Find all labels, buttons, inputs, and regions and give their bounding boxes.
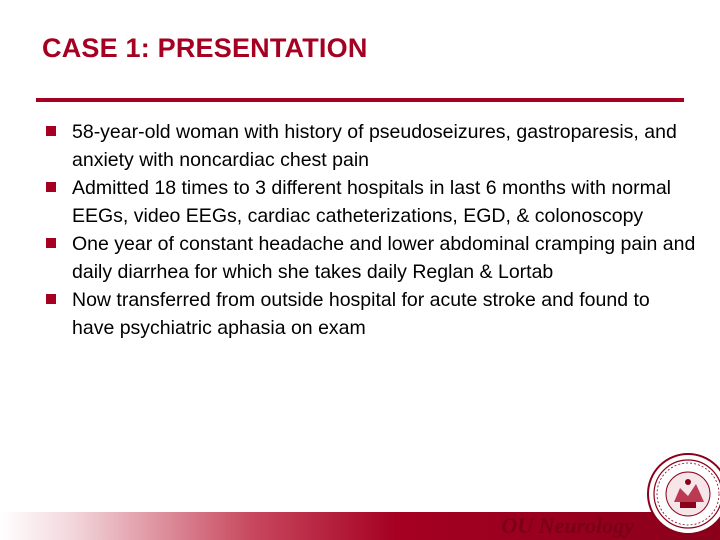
university-seal-icon <box>646 452 720 536</box>
square-bullet-icon <box>46 182 56 192</box>
bullet-text: Admitted 18 times to 3 different hospitals in last 6 months with normal EEGs, video EEGs, cardiac catheterizations, EGD, & colonoscopy <box>72 177 672 227</box>
bullet-text: Now transferred from outside hospital for acute stroke and found to have psychiatric aphasia on exam <box>72 289 650 339</box>
bullet-text: One year of constant headache and lower abdominal cramping pain and daily diarrhea for which she takes daily Reglan & Lortab <box>72 233 696 283</box>
bullet-item <box>46 174 696 230</box>
bullet-item <box>46 230 696 286</box>
bullet-text: 58-year-old woman with history of pseudoseizures, gastroparesis, and anxiety with noncardiac chest pain <box>72 121 677 171</box>
slide-title: CASE 1: PRESENTATION <box>42 33 368 63</box>
bullet-item <box>46 286 696 342</box>
title-divider <box>36 98 684 102</box>
square-bullet-icon <box>46 238 56 248</box>
square-bullet-icon <box>46 126 56 136</box>
bullet-item <box>46 118 696 174</box>
footer-logo-text: OU Neurology <box>501 513 634 538</box>
square-bullet-icon <box>46 294 56 304</box>
bullet-list <box>46 118 696 342</box>
